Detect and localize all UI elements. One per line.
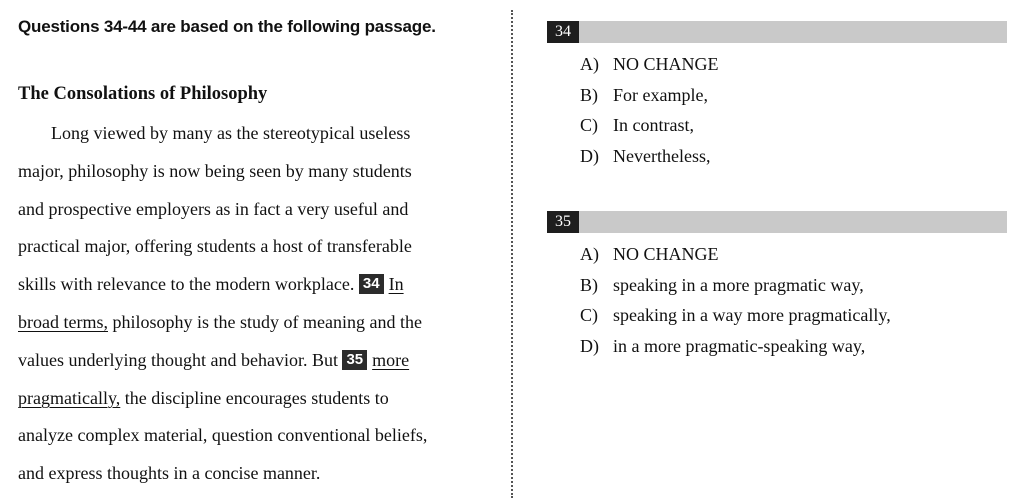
- passage-body: [18, 115, 488, 493]
- question-34-marker[interactable]: 34: [359, 274, 384, 294]
- option-text: speaking in a way more pragmatically,: [613, 305, 891, 325]
- option-letter: D): [580, 335, 599, 356]
- option-letter: D): [580, 145, 599, 166]
- passage-text: the discipline encourages students to: [124, 387, 389, 408]
- questions-column: [547, 0, 1007, 498]
- question-number-badge: 34: [547, 21, 579, 43]
- option-text: In contrast,: [613, 115, 694, 135]
- column-divider: [511, 10, 513, 498]
- option-text: For example,: [613, 84, 708, 105]
- passage-text: philosophy is the study of meaning and the: [112, 311, 422, 332]
- answer-options: [580, 239, 891, 361]
- passage-line: major, philosophy is now being seen by many students: [18, 160, 412, 181]
- question-35-marker[interactable]: 35: [342, 350, 367, 370]
- answer-options: [580, 49, 719, 171]
- answer-option-a[interactable]: [580, 239, 891, 270]
- underlined-segment-34[interactable]: In: [388, 274, 404, 295]
- option-letter: A): [580, 244, 599, 264]
- option-letter: C): [580, 115, 598, 135]
- passage-line: Long viewed by many as the stereotypical useless: [51, 123, 411, 143]
- passage-line: analyze complex material, question conventional beliefs,: [18, 425, 428, 446]
- question-header-bar: [547, 211, 1007, 233]
- passage-column: [18, 0, 488, 498]
- option-text: NO CHANGE: [613, 54, 719, 74]
- option-text: speaking in a more pragmatic way,: [613, 274, 864, 295]
- passage-line: [18, 342, 488, 380]
- underlined-segment-35[interactable]: pragmatically,: [18, 387, 121, 408]
- passage-line: and express thoughts in a concise manner.: [18, 463, 321, 484]
- underlined-segment-35[interactable]: more: [372, 349, 410, 370]
- option-letter: A): [580, 54, 599, 74]
- question-number-badge: 35: [547, 211, 579, 233]
- option-text: NO CHANGE: [613, 244, 719, 264]
- answer-option-b[interactable]: [580, 80, 719, 111]
- passage-line: and prospective employers as in fact a very useful and: [18, 198, 409, 219]
- question-header-bar: [547, 21, 1007, 43]
- question-35: [547, 211, 1007, 356]
- option-letter: C): [580, 305, 598, 325]
- answer-option-c[interactable]: [580, 110, 719, 141]
- answer-option-d[interactable]: [580, 141, 719, 172]
- answer-option-b[interactable]: [580, 270, 891, 301]
- answer-option-c[interactable]: [580, 300, 891, 331]
- passage-title: The Consolations of Philosophy: [18, 84, 268, 104]
- option-text: Nevertheless,: [613, 145, 711, 166]
- passage-line: [18, 266, 488, 304]
- passage-text: skills with relevance to the modern workplace.: [18, 274, 355, 295]
- passage-text: values underlying thought and behavior. But: [18, 349, 338, 370]
- question-34: [547, 21, 1007, 166]
- option-letter: B): [580, 84, 598, 105]
- passage-line: practical major, offering students a host of transferable: [18, 236, 412, 257]
- passage-line: [18, 380, 488, 418]
- passage-line: [18, 304, 488, 342]
- underlined-segment-34[interactable]: broad terms,: [18, 311, 108, 332]
- answer-option-d[interactable]: [580, 331, 891, 362]
- option-text: in a more pragmatic-speaking way,: [613, 335, 866, 356]
- option-letter: B): [580, 274, 598, 295]
- answer-option-a[interactable]: [580, 49, 719, 80]
- passage-instructions: Questions 34-44 are based on the following passage.: [18, 17, 436, 36]
